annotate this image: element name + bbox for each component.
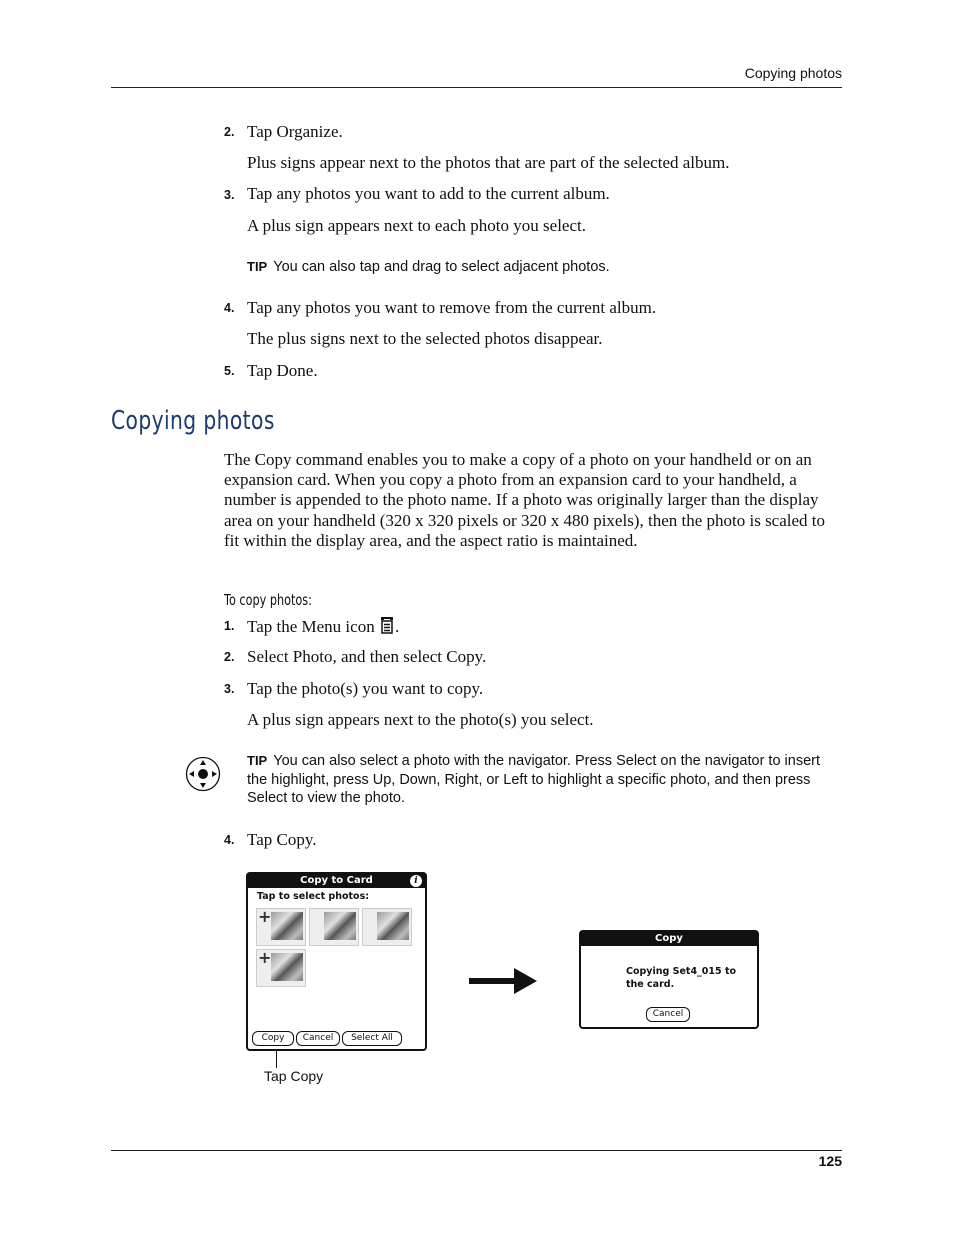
select-all-button[interactable]: Select All bbox=[342, 1031, 402, 1046]
tip-text: You can also select a photo with the navigator. Press Select on the navigator to insert the highlight, press Up, Down, Right, or Left to highlight a specific photo, and then press Select to view the photo. bbox=[247, 753, 821, 806]
copy-to-card-screen bbox=[246, 872, 427, 1051]
cancel-button[interactable]: Cancel bbox=[296, 1031, 340, 1046]
plus-icon: + bbox=[258, 948, 272, 967]
running-header: Copying photos bbox=[744, 65, 842, 81]
step-number: 2. bbox=[224, 650, 235, 664]
step-text: Tap the photo(s) you want to copy. bbox=[247, 679, 484, 698]
header-rule bbox=[111, 87, 842, 88]
step-note: A plus sign appears next to each photo you select. bbox=[247, 216, 586, 235]
page-number: 125 bbox=[818, 1153, 842, 1169]
step-text: Tap Organize. bbox=[247, 122, 343, 141]
copy-message bbox=[626, 965, 736, 991]
screen-titlebar bbox=[248, 874, 425, 888]
step-text: Tap any photos you want to add to the current album. bbox=[247, 184, 610, 203]
intro-paragraph: The Copy command enables you to make a copy of a photo on your handheld or on an expansion card. When you copy a photo from an expansion card to your handheld, a number is appended to the photo name. If a photo was originally larger than the display area on your handheld (320 x 320 pixels or 320 x 480 pixels), then the photo is scaled to fit within the display area, and the aspect ratio is maintained. bbox=[224, 450, 826, 550]
section-title: Copying photos bbox=[111, 406, 275, 436]
step-number: 3. bbox=[224, 682, 235, 696]
copy-message-line: Copying Set4_015 to bbox=[626, 966, 737, 977]
step-note: Plus signs appear next to the photos that are part of the selected album. bbox=[247, 153, 730, 172]
photo-thumbnail[interactable] bbox=[256, 949, 306, 987]
photo-thumbnail[interactable] bbox=[362, 908, 412, 946]
step-text-menu bbox=[247, 616, 399, 637]
screen-title: Copy to Card bbox=[300, 875, 373, 886]
copy-message-line: the card. bbox=[626, 979, 675, 990]
select-prompt: Tap to select photos: bbox=[257, 891, 370, 902]
step-text: Tap the Menu icon bbox=[247, 617, 375, 636]
step-text: Select Photo, and then select Copy. bbox=[247, 647, 487, 666]
step-text-end: . bbox=[394, 617, 400, 636]
photo-thumbnail[interactable] bbox=[256, 908, 306, 946]
info-icon[interactable]: i bbox=[410, 875, 422, 887]
navigator-icon bbox=[185, 756, 221, 792]
screen-titlebar bbox=[581, 932, 757, 946]
step-text: Tap any photos you want to remove from the current album. bbox=[247, 298, 657, 317]
step-number: 2. bbox=[224, 125, 235, 139]
tip-adjacent bbox=[247, 258, 610, 277]
copy-button[interactable]: Copy bbox=[252, 1031, 294, 1046]
menu-icon bbox=[379, 616, 395, 634]
plus-icon: + bbox=[258, 907, 272, 926]
step-number: 4. bbox=[224, 301, 235, 315]
step-number: 4. bbox=[224, 833, 235, 847]
footer-rule bbox=[111, 1150, 842, 1151]
screen-title: Copy bbox=[655, 933, 683, 944]
tip-label: TIP bbox=[247, 753, 268, 768]
step-number: 1. bbox=[224, 619, 235, 633]
tip-navigator bbox=[247, 752, 827, 808]
cancel-button[interactable]: Cancel bbox=[646, 1007, 690, 1022]
procedure-title: To copy photos: bbox=[224, 591, 312, 609]
step-number: 5. bbox=[224, 364, 235, 378]
right-arrow-icon bbox=[468, 966, 538, 996]
callout-line bbox=[276, 1050, 277, 1068]
step-text: Tap Copy. bbox=[247, 830, 317, 849]
photo-thumbnail[interactable] bbox=[309, 908, 359, 946]
tip-text: You can also tap and drag to select adjacent photos. bbox=[273, 259, 610, 275]
step-number: 3. bbox=[224, 188, 235, 202]
step-note: A plus sign appears next to the photo(s) you select. bbox=[247, 710, 594, 729]
copy-progress-screen bbox=[579, 930, 759, 1029]
step-note: The plus signs next to the selected photos disappear. bbox=[247, 329, 603, 348]
step-text: Tap Done. bbox=[247, 361, 318, 380]
tip-label: TIP bbox=[247, 259, 268, 274]
callout-label: Tap Copy bbox=[264, 1068, 324, 1084]
